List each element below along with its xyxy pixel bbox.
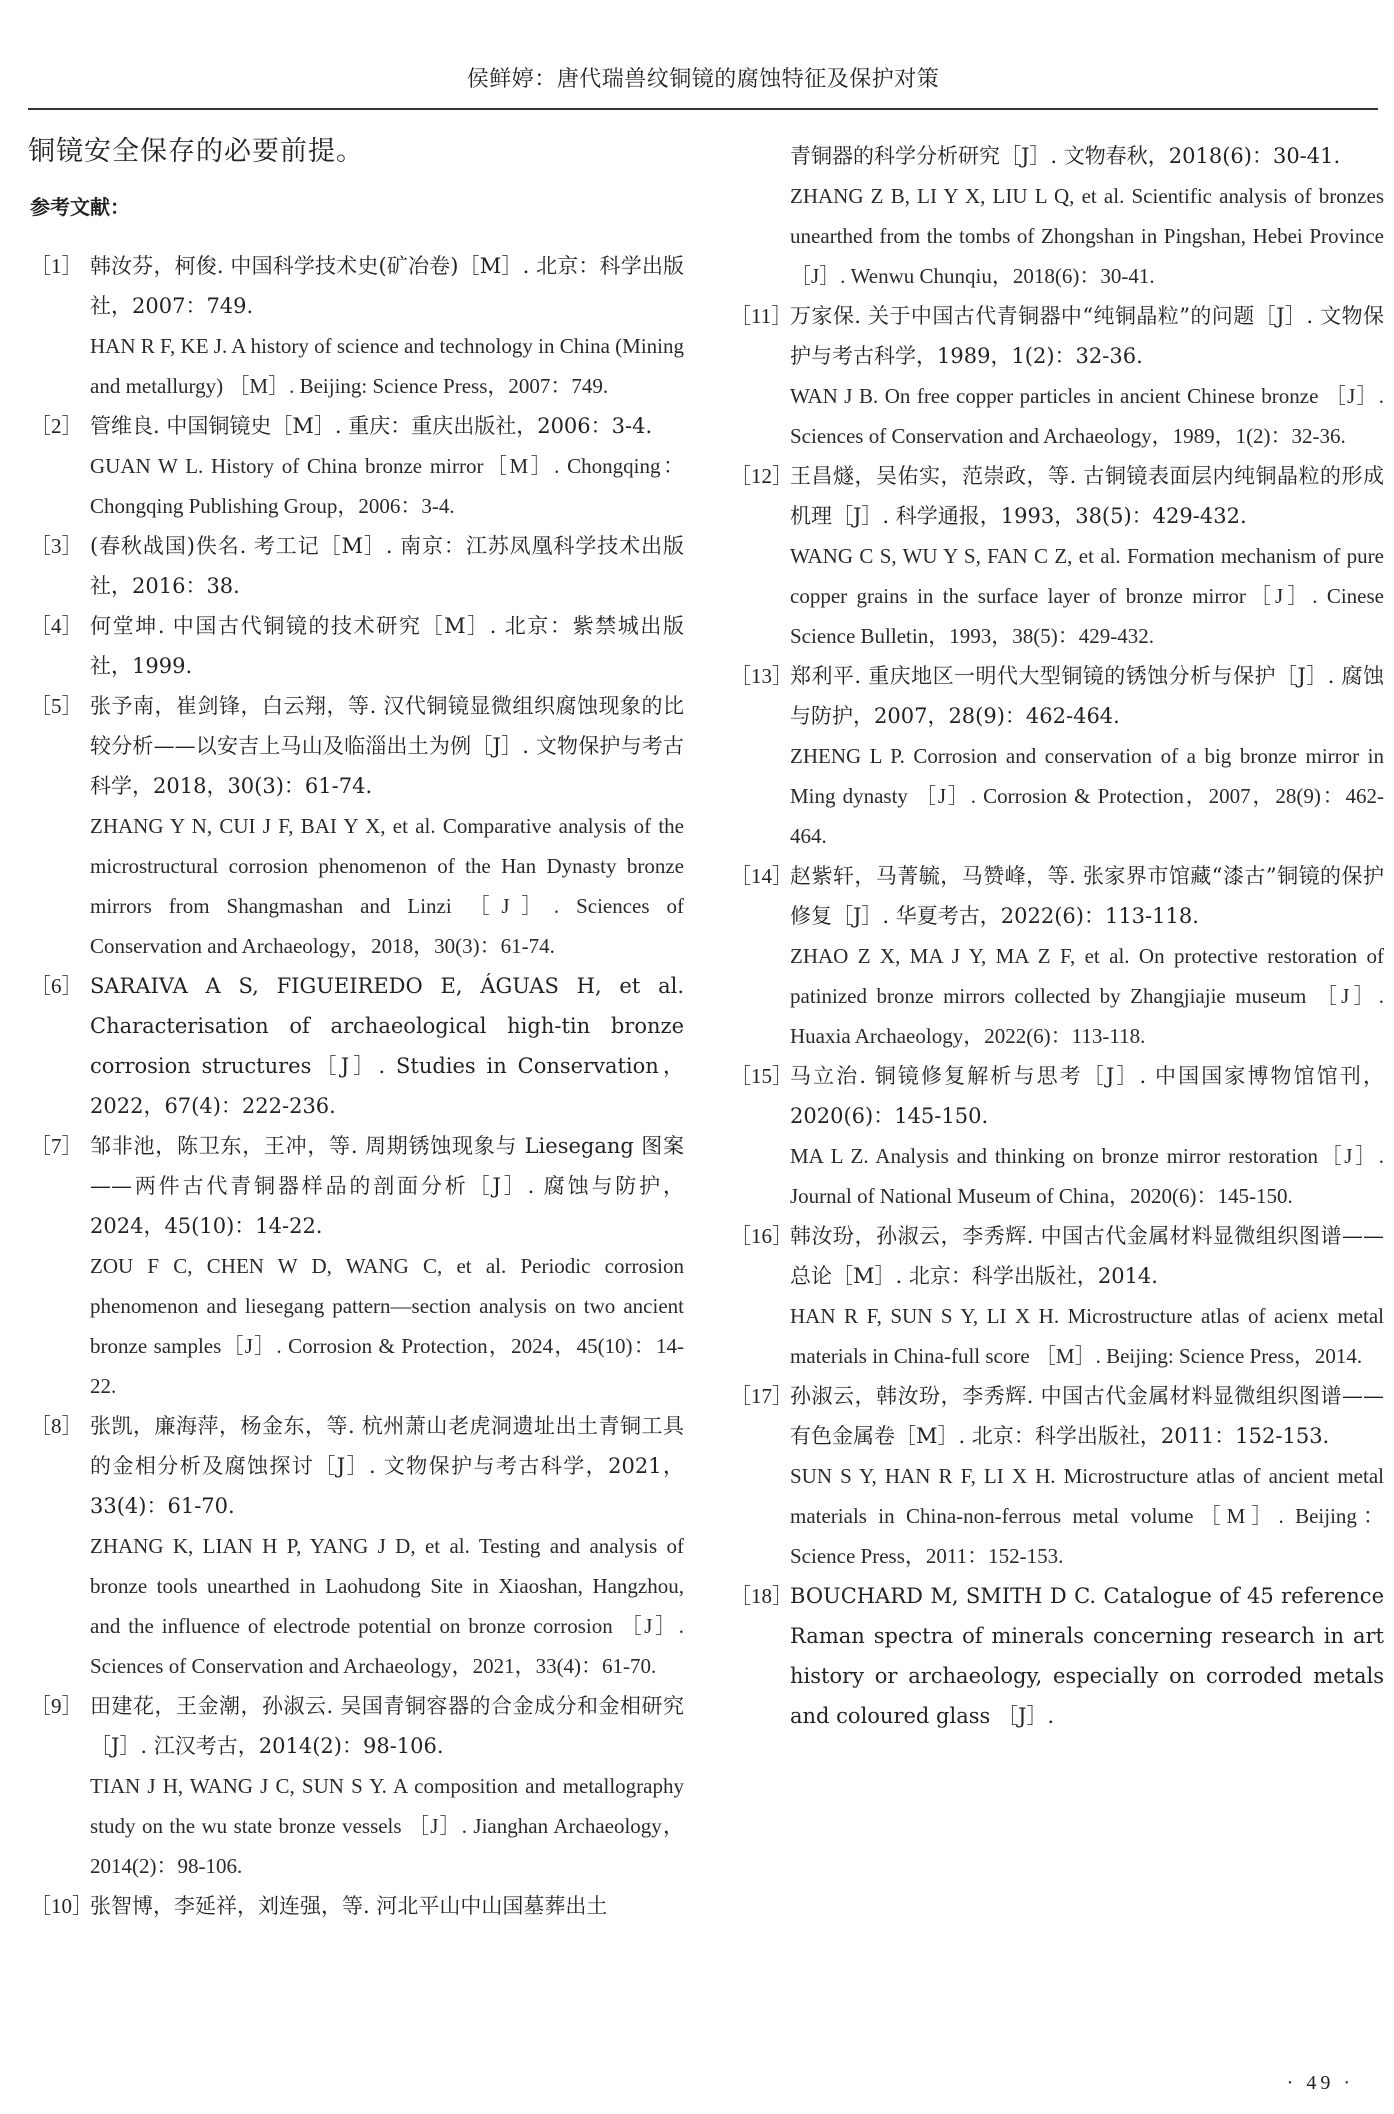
reference-text: 万家保. 关于中国古代青铜器中“纯铜晶粒”的问题［J］. 文物保护与考古科学，1989，1(2)：32-36.: [790, 304, 1384, 368]
references-heading: 参考文献：: [30, 195, 130, 219]
reference-number: ［16］: [730, 1224, 793, 1248]
reference-entry: [728, 456, 1384, 656]
reference-english-translation: ZHAO Z X, MA J Y, MA Z F, et al. On protective restoration of patinized bronze mirrors collected by Zhangjiajie museum ［J］. Huaxia Archaeology，2022(6)：113-118.: [790, 944, 1384, 1048]
reference-number: ［3］: [30, 534, 83, 558]
reference-number: ［14］: [730, 864, 793, 888]
reference-number: ［17］: [730, 1384, 793, 1408]
reference-text: BOUCHARD M, SMITH D C. Catalogue of 45 reference Raman spectra of minerals concerning research in art history or archaeology, especially on corroded metals and coloured glass ［J］.: [790, 1584, 1384, 1728]
reference-english-translation: GUAN W L. History of China bronze mirror［M］. Chongqing：Chongqing Publishing Group，2006：3-4.: [90, 454, 684, 518]
reference-english-translation: HAN R F, KE J. A history of science and technology in China (Mining and metallurgy) ［M］. Beijing: Science Press，2007：749.: [90, 334, 684, 398]
right-reference-list: [728, 136, 1384, 1736]
reference-english-translation: MA L Z. Analysis and thinking on bronze mirror restoration［J］. Journal of National Museum of China，2020(6)：145-150.: [790, 1144, 1384, 1208]
reference-entry: [28, 606, 684, 686]
reference-text: (春秋战国)佚名. 考工记［M］. 南京：江苏凤凰科学技术出版社，2016：38.: [90, 534, 684, 598]
reference-text: 何堂坤. 中国古代铜镜的技术研究［M］. 北京：紫禁城出版社，1999.: [90, 614, 684, 678]
reference-number: ［15］: [730, 1064, 793, 1088]
reference-entry: [28, 966, 684, 1126]
reference-text: 赵紫轩，马菁毓，马赞峰，等. 张家界市馆藏“漆古”铜镜的保护修复［J］. 华夏考古，2022(6)：113-118.: [790, 864, 1384, 928]
reference-text: 张予南，崔剑锋，白云翔，等. 汉代铜镜显微组织腐蚀现象的比较分析——以安吉上马山及临淄出土为例［J］. 文物保护与考古科学，2018，30(3)：61-74.: [90, 694, 684, 798]
reference-entry: [28, 526, 684, 606]
reference-text: 管维良. 中国铜镜史［M］. 重庆：重庆出版社，2006：3-4.: [90, 414, 653, 438]
reference-english-translation: WAN J B. On free copper particles in ancient Chinese bronze ［J］. Sciences of Conservation and Archaeology，1989，1(2)：32-36.: [790, 384, 1384, 448]
reference-entry: [728, 1576, 1384, 1736]
reference-text: 张智博，李延祥，刘连强，等. 河北平山中山国墓葬出土: [90, 1894, 608, 1918]
reference-entry: [28, 246, 684, 406]
reference-number: ［4］: [30, 614, 83, 638]
reference-entry: [728, 1216, 1384, 1376]
reference-number: ［9］: [30, 1694, 83, 1718]
reference-text: 张凯，廉海萍，杨金东，等. 杭州萧山老虎洞遗址出土青铜工具的金相分析及腐蚀探讨［J］. 文物保护与考古科学，2021，33(4)：61-70.: [90, 1414, 684, 1518]
reference-english-translation: SUN S Y, HAN R F, LI X H. Microstructure atlas of ancient metal materials in China-non-ferrous metal volume［M］. Beijing：Science Press，2011：152-153.: [790, 1464, 1384, 1568]
reference-entry: [28, 686, 684, 966]
reference-number: ［13］: [730, 664, 793, 688]
body-lead-text: 铜镜安全保存的必要前提。: [28, 136, 364, 167]
reference-text: 孙淑云，韩汝玢，李秀辉. 中国古代金属材料显微组织图谱——有色金属卷［M］. 北京：科学出版社，2011：152-153.: [790, 1384, 1384, 1448]
reference-number: ［8］: [30, 1414, 83, 1438]
reference-text: 韩汝玢，孙淑云，李秀辉. 中国古代金属材料显微组织图谱——总论［M］. 北京：科学出版社，2014.: [790, 1224, 1384, 1288]
reference-number: ［18］: [730, 1584, 793, 1608]
reference-english-translation: ZHANG Y N, CUI J F, BAI Y X, et al. Comparative analysis of the microstructural corrosion phenomenon of the Han Dynasty bronze mirrors from Shangmashan and Linzi ［J］. Sciences of Conservation and Archaeology，2018，30(3)：61-74.: [90, 814, 684, 958]
left-reference-list: [28, 246, 684, 1926]
reference-number: ［11］: [730, 304, 793, 328]
reference-entry: [28, 1406, 684, 1686]
reference-english-translation: ZHANG K, LIAN H P, YANG J D, et al. Testing and analysis of bronze tools unearthed in Laohudong Site in Xiaoshan, Hangzhou, and the influence of electrode potential on bronze corrosion ［J］. Sciences of Conservation and Archaeology，2021，33(4)：61-70.: [90, 1534, 684, 1678]
reference-number: ［2］: [30, 414, 83, 438]
reference-number: ［12］: [730, 464, 793, 488]
reference-text: 田建花，王金潮，孙淑云. 吴国青铜容器的合金成分和金相研究［J］. 江汉考古，2014(2)：98-106.: [90, 1694, 684, 1758]
reference-entry: [728, 856, 1384, 1056]
header-rule: [28, 108, 1378, 110]
reference-number: ［10］: [30, 1894, 93, 1918]
reference-english-translation: WANG C S, WU Y S, FAN C Z, et al. Formation mechanism of pure copper grains in the surface layer of bronze mirror［J］. Cinese Science Bulletin，1993，38(5)：429-432.: [790, 544, 1384, 648]
reference-number: ［6］: [30, 974, 83, 998]
reference-english-translation: TIAN J H, WANG J C, SUN S Y. A composition and metallography study on the wu state bronze vessels ［J］. Jianghan Archaeology，2014(2)：98-106.: [90, 1774, 684, 1878]
reference-entry: [728, 1056, 1384, 1216]
reference-text: 郑利平. 重庆地区一明代大型铜镜的锈蚀分析与保护［J］. 腐蚀与防护，2007，28(9)：462-464.: [790, 664, 1384, 728]
reference-text: SARAIVA A S, FIGUEIREDO E, ÁGUAS H, et al. Characterisation of archaeological high-tin bronze corrosion structures［J］. Studies in Conservation，2022，67(4)：222-236.: [90, 974, 684, 1118]
reference-english-translation: HAN R F, SUN S Y, LI X H. Microstructure atlas of acienx metal materials in China-full score ［M］. Beijing: Science Press，2014.: [790, 1304, 1384, 1368]
reference-entry: [28, 1886, 684, 1926]
reference-text: 马立治. 铜镜修复解析与思考［J］. 中国国家博物馆馆刊，2020(6)：145-150.: [790, 1064, 1384, 1128]
reference-english-translation: ZHENG L P. Corrosion and conservation of a big bronze mirror in Ming dynasty ［J］. Corrosion & Protection，2007，28(9)：462-464.: [790, 744, 1384, 848]
running-header: 侯鲜婷：唐代瑞兽纹铜镜的腐蚀特征及保护对策: [466, 67, 940, 92]
reference-number: ［7］: [30, 1134, 83, 1158]
reference-entry: [28, 406, 684, 526]
reference-entry: [28, 1686, 684, 1886]
reference-text: 邹非池，陈卫东，王冲，等. 周期锈蚀现象与 Liesegang 图案——两件古代青铜器样品的剖面分析［J］. 腐蚀与防护，2024，45(10)：14-22.: [90, 1134, 684, 1238]
reference-entry: [728, 1376, 1384, 1576]
page-number: · 49 ·: [1286, 2072, 1354, 2094]
left-column: [28, 132, 684, 1926]
reference-text: 王昌燧，吴佑实，范崇政，等. 古铜镜表面层内纯铜晶粒的形成机理［J］. 科学通报，1993，38(5)：429-432.: [790, 464, 1384, 528]
reference-text: 韩汝芬，柯俊. 中国科学技术史(矿冶卷)［M］. 北京：科学出版社，2007：749.: [90, 254, 684, 318]
reference-entry: [28, 1126, 684, 1406]
reference-english-translation: ZOU F C, CHEN W D, WANG C, et al. Periodic corrosion phenomenon and liesegang pattern—section analysis on two ancient bronze samples［J］. Corrosion & Protection，2024，45(10)：14-22.: [90, 1254, 684, 1398]
reference-entry: [728, 656, 1384, 856]
right-column: [728, 136, 1384, 1736]
reference-number: ［1］: [30, 254, 83, 278]
reference-entry: [728, 136, 1384, 296]
reference-number: ［5］: [30, 694, 83, 718]
reference-english-translation: ZHANG Z B, LI Y X, LIU L Q, et al. Scientific analysis of bronzes unearthed from the tombs of Zhongshan in Pingshan, Hebei Province［J］. Wenwu Chunqiu，2018(6)：30-41.: [790, 184, 1384, 288]
reference-entry: [728, 296, 1384, 456]
reference-text: 青铜器的科学分析研究［J］. 文物春秋，2018(6)：30-41.: [790, 144, 1341, 168]
